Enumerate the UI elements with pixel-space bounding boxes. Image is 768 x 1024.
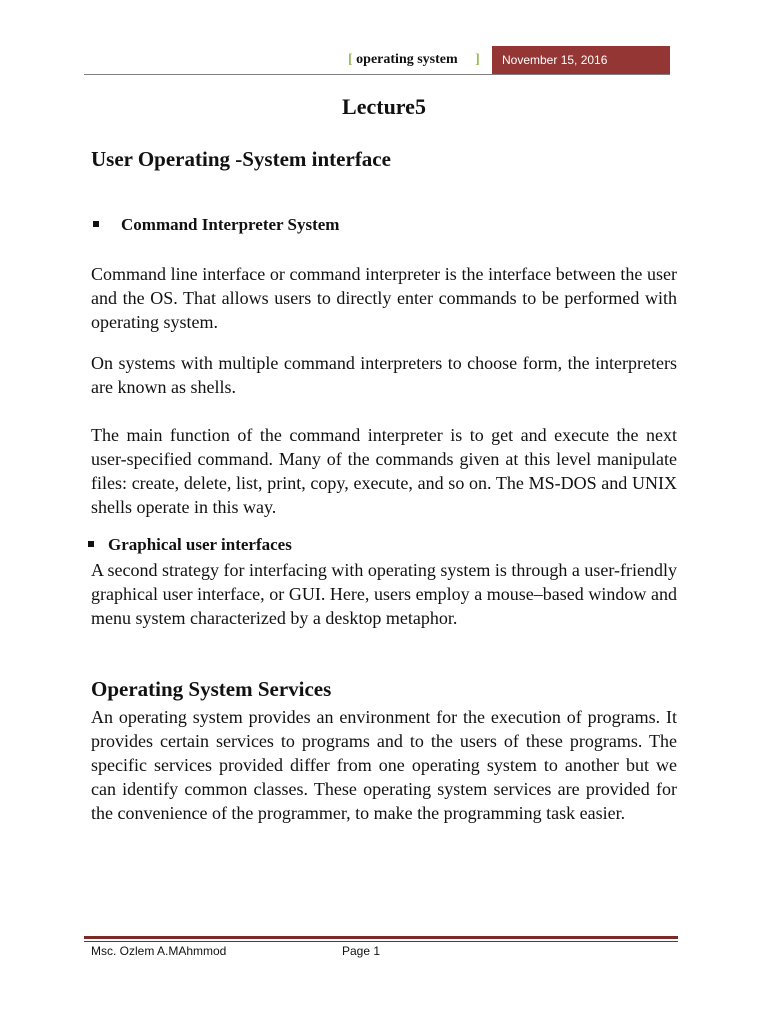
lecture-title: Lecture5 (342, 94, 426, 119)
bullet-gui (88, 535, 292, 555)
bullet-command-interpreter (93, 215, 339, 235)
gui-heading: Graphical user interfaces (108, 535, 292, 554)
header-subject (348, 52, 480, 68)
command-interpreter-heading: Command Interpreter System (121, 215, 340, 234)
header-date: November 15, 2016 (492, 46, 670, 75)
section-title: User Operating -System interface (91, 147, 391, 171)
header-rule (84, 74, 670, 75)
square-bullet-icon (88, 541, 94, 547)
header-bracket-close: ] (475, 52, 480, 67)
paragraph-gui: A second strategy for interfacing with operating system is through a user-friendly graphical user interface, or GUI. Here, users employ a mouse–based window and menu system characterized by a desktop metaphor. (91, 560, 677, 628)
paragraph-main-function: The main function of the command interpreter is to get and execute the next user-specified command. Many of the commands given at this level manipulate files: create, delete, list, print, copy, execute, and so on. The MS-DOS and UNIX shells operate in this way. (91, 425, 677, 517)
footer-page-number: Page 1 (342, 944, 381, 958)
footer-rule-thick (84, 936, 678, 939)
header-subject-text: operating system (356, 52, 458, 67)
footer-rule-thin (84, 941, 678, 942)
paragraph-command-line: Command line interface or command interpreter is the interface between the user and the OS. That allows users to directly enter commands to be performed with operating system. (91, 264, 677, 332)
services-heading: Operating System Services (91, 677, 332, 701)
header-bracket-open: [ (348, 52, 353, 67)
square-bullet-icon (93, 221, 99, 227)
footer-author: Msc. Ozlem A.MAhmmod (91, 944, 227, 958)
paragraph-shells: On systems with multiple command interpreters to choose form, the interpreters are known as shells. (91, 353, 677, 397)
paragraph-services: An operating system provides an environment for the execution of programs. It provides certain services to programs and to the users of these programs. The specific services provided differ from one operating system to another but we can identify common classes. These operating system services are provided for the convenience of the programmer, to make the programming task easier. (91, 707, 677, 823)
